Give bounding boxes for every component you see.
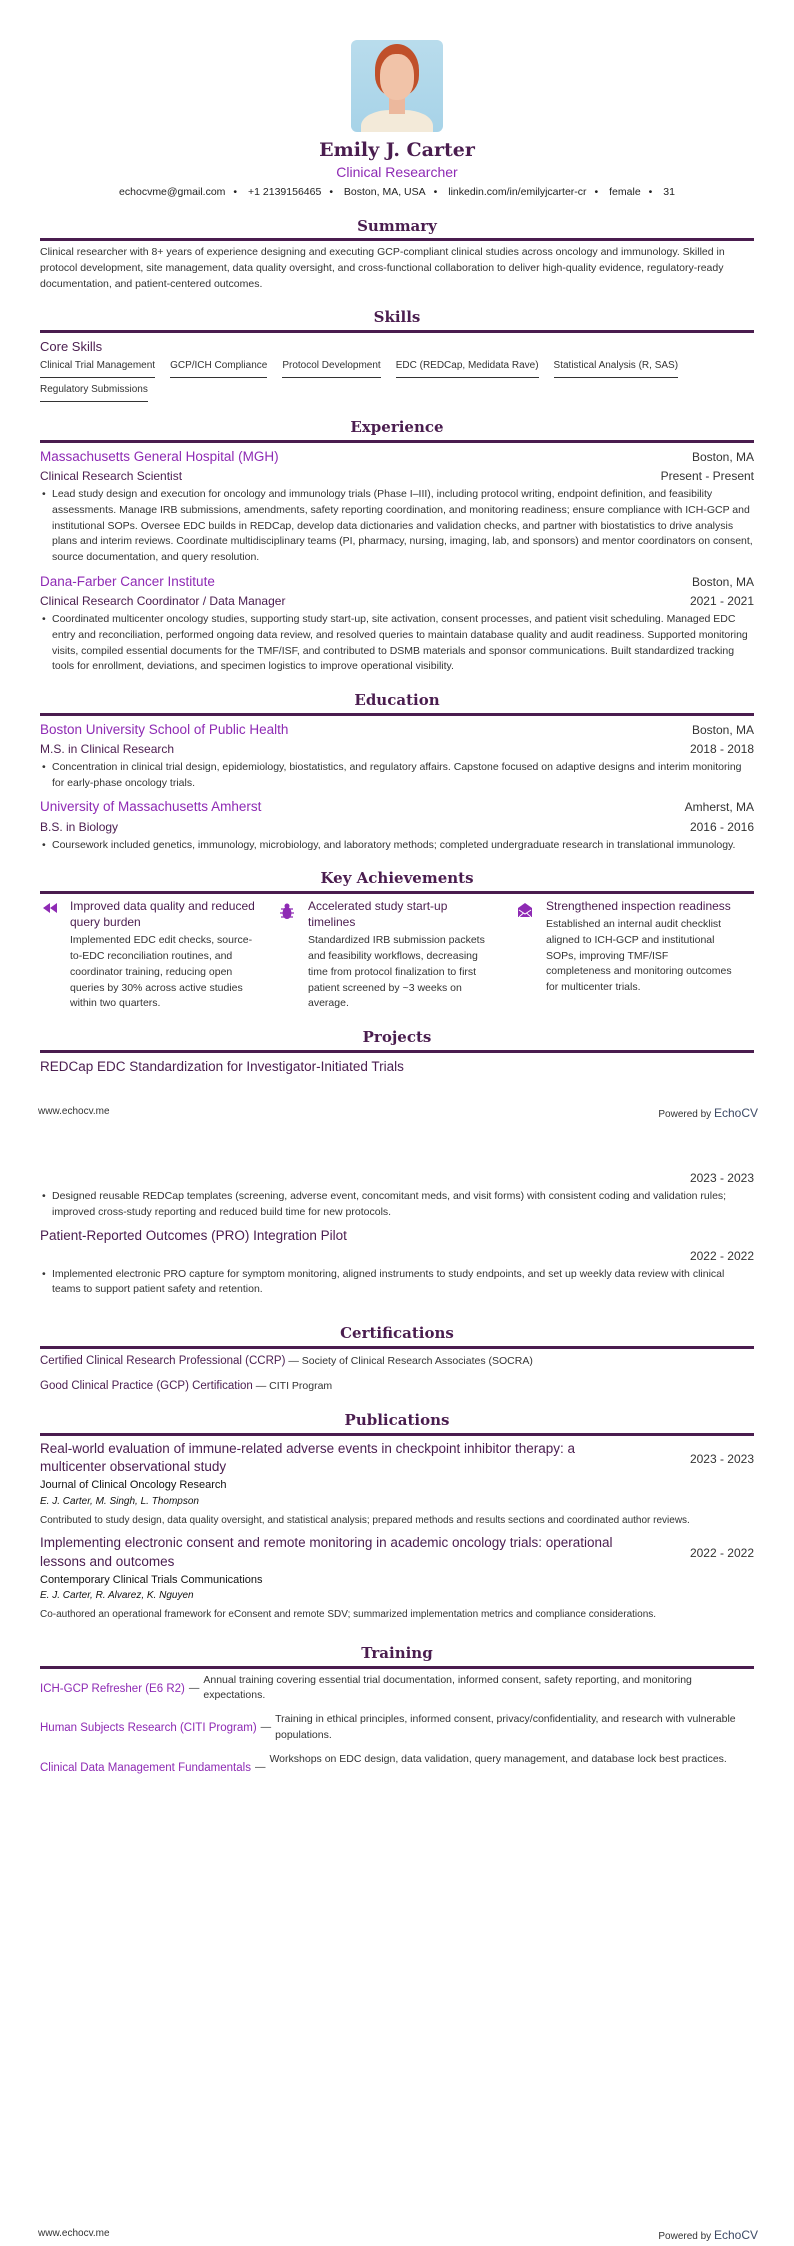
publication-title: Implementing electronic consent and remote monitoring in academic oncology trials: operational lessons and outcomes xyxy=(40,1534,613,1569)
skills-section xyxy=(40,308,754,402)
education-entry xyxy=(40,720,754,792)
contact-email[interactable]: echocvme@gmail.com xyxy=(119,185,226,198)
envelope-open-icon xyxy=(516,898,534,1012)
publication xyxy=(40,1534,754,1622)
contact-line: echocvme@gmail.com • +1 2139156465 • Boston, MA, USA • linkedin.com/in/emilyjcarter-cr • female • 31 xyxy=(119,185,675,198)
dash: — xyxy=(288,1354,299,1367)
location: Boston, MA xyxy=(691,722,754,737)
degree: B.S. in Biology xyxy=(40,819,119,834)
authors: E. J. Carter, M. Singh, L. Thompson xyxy=(40,1495,199,1507)
page-footer xyxy=(38,2226,758,2244)
position: Clinical Research Scientist xyxy=(40,469,183,484)
brand-logo[interactable]: EchoCV xyxy=(713,2228,758,2242)
summary-text: Clinical researcher with 8+ years of experience designing and executing GCP-compliant clinical studies across oncology and immunology. Skilled in protocol development, site management, data quality oversight, and cross-functional collaboration to deliver high-quality evidence, regulatory-ready documentation, and patient-centered outcomes. xyxy=(40,246,725,290)
training-name: Human Subjects Research (CITI Program) xyxy=(40,1722,257,1735)
section-heading: Experience xyxy=(40,418,754,443)
bullet: • Coursework included genetics, immunology, microbiology, and laboratory methods; completed undergraduate research in translational immunology. xyxy=(40,838,754,854)
publication-summary: Co-authored an operational framework for eConsent and remote SDV; summarized implementation metrics and compliance considerations. xyxy=(40,1609,657,1621)
training-desc: Annual training covering essential trial documentation, informed consent, safety reporting, and monitoring expectations. xyxy=(203,1673,692,1702)
education-entry xyxy=(40,797,754,853)
achievement-title: Improved data quality and reduced query burden xyxy=(70,898,255,930)
cert-issuer: Society of Clinical Research Associates (SOCRA) xyxy=(301,1354,533,1367)
certifications-section xyxy=(40,1324,754,1395)
achievement-title: Accelerated study start-up timelines xyxy=(308,898,448,930)
achievement-text: Established an internal audit checklist aligned to ICH-GCP and institutional SOPs, improving TMF/ISF completeness and monitoring outcomes for multicenter trials. xyxy=(546,918,732,994)
bullet: • Designed reusable REDCap templates (screening, adverse event, concomitant meds, and visit forms) with consistent coding and validation rules; improved cross-study reporting and reduced build time for new protocols. xyxy=(40,1189,754,1221)
section-heading: Education xyxy=(40,691,754,716)
training-section xyxy=(40,1644,754,1777)
powered-label: Powered by xyxy=(658,1109,712,1120)
resume-page xyxy=(40,40,754,1785)
dates: 2016 - 2016 xyxy=(689,819,754,834)
summary-section xyxy=(40,217,754,293)
section-heading: Training xyxy=(40,1644,754,1669)
contact-phone: +1 2139156465 xyxy=(248,185,322,198)
dates: 2021 - 2021 xyxy=(689,594,754,609)
training-desc: Workshops on EDC design, data validation, query management, and database lock best practices. xyxy=(269,1752,727,1765)
dash: — xyxy=(260,1721,272,1734)
project-title: Patient-Reported Outcomes (PRO) Integration Pilot xyxy=(40,1228,347,1244)
training-name: Clinical Data Management Fundamentals xyxy=(40,1761,251,1774)
certification xyxy=(40,1378,754,1395)
bullet: • Coordinated multicenter oncology studies, supporting study start-up, site activation, consent processes, and patient visit scheduling. Managed EDC entry and reconciliation, performed ongoing data review, and resolved queries to maintain database quality and audit readiness. Supported monitoring visits, compiled essential documents for the TMF/ISF, and contributed to DSMB materials and sponsor communications. Built standardized tracking tools for enrollment, deviations, and specimen logistics to improve operational visibility. xyxy=(40,612,754,675)
experience-entry xyxy=(40,572,754,675)
brand-logo[interactable]: EchoCV xyxy=(713,1106,758,1120)
skill-tag: Clinical Trial Management xyxy=(40,358,155,378)
employer: Dana-Farber Cancer Institute xyxy=(40,573,215,589)
section-heading: Skills xyxy=(40,308,754,333)
dash: — xyxy=(254,1760,266,1773)
section-heading: Projects xyxy=(40,1028,754,1053)
skill-tag: EDC (REDCap, Medidata Rave) xyxy=(396,358,539,378)
dates: 2018 - 2018 xyxy=(689,741,754,756)
footer-powered xyxy=(658,1104,758,1122)
projects-section xyxy=(40,1028,754,1298)
section-heading: Summary xyxy=(40,217,754,242)
contact-gender: female xyxy=(609,185,641,198)
dates: 2023 - 2023 xyxy=(689,1451,754,1466)
dash: — xyxy=(188,1681,200,1694)
training-entry xyxy=(40,1673,754,1705)
degree: M.S. in Clinical Research xyxy=(40,741,175,756)
section-heading: Publications xyxy=(40,1411,754,1436)
footer-site-link[interactable]: www.echocv.me xyxy=(38,2228,110,2239)
section-heading: Certifications xyxy=(40,1324,754,1349)
dates: 2022 - 2022 xyxy=(689,1248,754,1263)
project-entry xyxy=(40,1226,754,1298)
publication-title: Real-world evaluation of immune-related adverse events in checkpoint inhibitor therapy: a multicenter observational study xyxy=(40,1440,576,1475)
dash: — xyxy=(255,1379,267,1392)
school: University of Massachusetts Amherst xyxy=(40,799,262,815)
achievement-text: Standardized IRB submission packets and feasibility workflows, decreasing time from protocol finalization to first patient screened by ~3 weeks on average. xyxy=(308,934,485,1010)
achievements-section xyxy=(40,869,754,1012)
experience-entry xyxy=(40,447,754,566)
school: Boston University School of Public Health xyxy=(40,721,289,737)
publication xyxy=(40,1440,754,1528)
profile-photo xyxy=(351,40,443,132)
contact-linkedin[interactable]: linkedin.com/in/emilyjcarter-cr xyxy=(448,185,587,198)
bullet: • Lead study design and execution for oncology and immunology trials (Phase I–III), including protocol writing, endpoint definition, and feasibility assessments. Manage IRB submissions, amendments, safety reporting coordination, and monitoring readiness; ensure compliance with ICH-GCP and institutional SOPs. Oversee EDC builds in REDCap, develop data dictionaries and validation checks, and partner with biostatistics to drive analysis plans and interim reviews. Coordinate multidisciplinary teams (PI, pharmacy, nursing, imaging, lab, and sponsors) and mentor coordinators on consent, source documentation, and query resolution. xyxy=(40,487,754,566)
training-entry xyxy=(40,1752,754,1777)
contact-age: 31 xyxy=(663,185,675,198)
cert-issuer: CITI Program xyxy=(269,1379,333,1392)
footer-site-link[interactable]: www.echocv.me xyxy=(38,1106,110,1117)
certification xyxy=(40,1353,754,1370)
position: Clinical Research Coordinator / Data Manager xyxy=(40,594,286,609)
achievement-title: Strengthened inspection readiness xyxy=(546,898,731,913)
skills-group-title: Core Skills xyxy=(40,338,103,354)
achievement xyxy=(516,898,754,1012)
project-title: REDCap EDC Standardization for Investigator-Initiated Trials xyxy=(40,1058,404,1074)
publications-section xyxy=(40,1411,754,1622)
dates: 2022 - 2022 xyxy=(689,1545,754,1560)
page-footer xyxy=(38,1104,758,1122)
training-desc: Training in ethical principles, informed consent, privacy/confidentiality, and research with vulnerable populations. xyxy=(275,1713,736,1741)
cert-name: Certified Clinical Research Professional (CCRP) xyxy=(40,1354,286,1367)
location: Boston, MA xyxy=(691,449,754,464)
dates: Present - Present xyxy=(660,469,754,484)
dates: 2023 - 2023 xyxy=(689,1170,754,1185)
achievement-text: Implemented EDC edit checks, source-to-EDC reconciliation routines, and coordinator training, reducing open queries by 30% across active studies within two quarters. xyxy=(70,934,253,1010)
footer-powered xyxy=(658,2226,758,2244)
bullet: • Implemented electronic PRO capture for symptom monitoring, aligned instruments to study endpoints, and set up weekly data review with clinical teams to support patient safety and retention. xyxy=(40,1267,754,1299)
rewind-icon xyxy=(40,898,58,1012)
candidate-title: Clinical Researcher xyxy=(336,163,458,180)
employer: Massachusetts General Hospital (MGH) xyxy=(40,448,279,464)
experience-section xyxy=(40,418,754,675)
journal: Journal of Clinical Oncology Research xyxy=(40,1479,227,1492)
publication-summary: Contributed to study design, data quality oversight, and statistical analysis; prepared methods and results sections and coordinated author reviews. xyxy=(40,1514,690,1526)
skill-tag: Regulatory Submissions xyxy=(40,382,148,402)
contact-location: Boston, MA, USA xyxy=(343,185,426,198)
training-name: ICH-GCP Refresher (E6 R2) xyxy=(40,1682,185,1695)
candidate-name: Emily J. Carter xyxy=(319,139,475,161)
journal: Contemporary Clinical Trials Communications xyxy=(40,1573,263,1586)
cert-name: Good Clinical Practice (GCP) Certification xyxy=(40,1379,253,1392)
project-entry xyxy=(40,1057,754,1221)
skill-tag: Statistical Analysis (R, SAS) xyxy=(554,358,678,378)
achievement xyxy=(278,898,516,1012)
location: Boston, MA xyxy=(691,574,754,589)
location: Amherst, MA xyxy=(684,800,754,815)
section-heading: Key Achievements xyxy=(40,869,754,894)
training-entry xyxy=(40,1712,754,1744)
skill-tag: Protocol Development xyxy=(282,358,380,378)
bullet: • Concentration in clinical trial design, epidemiology, biostatistics, and regulatory affairs. Capstone focused on adaptive designs and interim monitoring for early-phase oncology trials. xyxy=(40,760,754,792)
education-section xyxy=(40,691,754,853)
bug-icon xyxy=(278,898,296,1012)
skill-tag: GCP/ICH Compliance xyxy=(170,358,267,378)
powered-label: Powered by xyxy=(658,2231,712,2242)
authors: E. J. Carter, R. Alvarez, K. Nguyen xyxy=(40,1590,194,1602)
achievement xyxy=(40,898,278,1012)
